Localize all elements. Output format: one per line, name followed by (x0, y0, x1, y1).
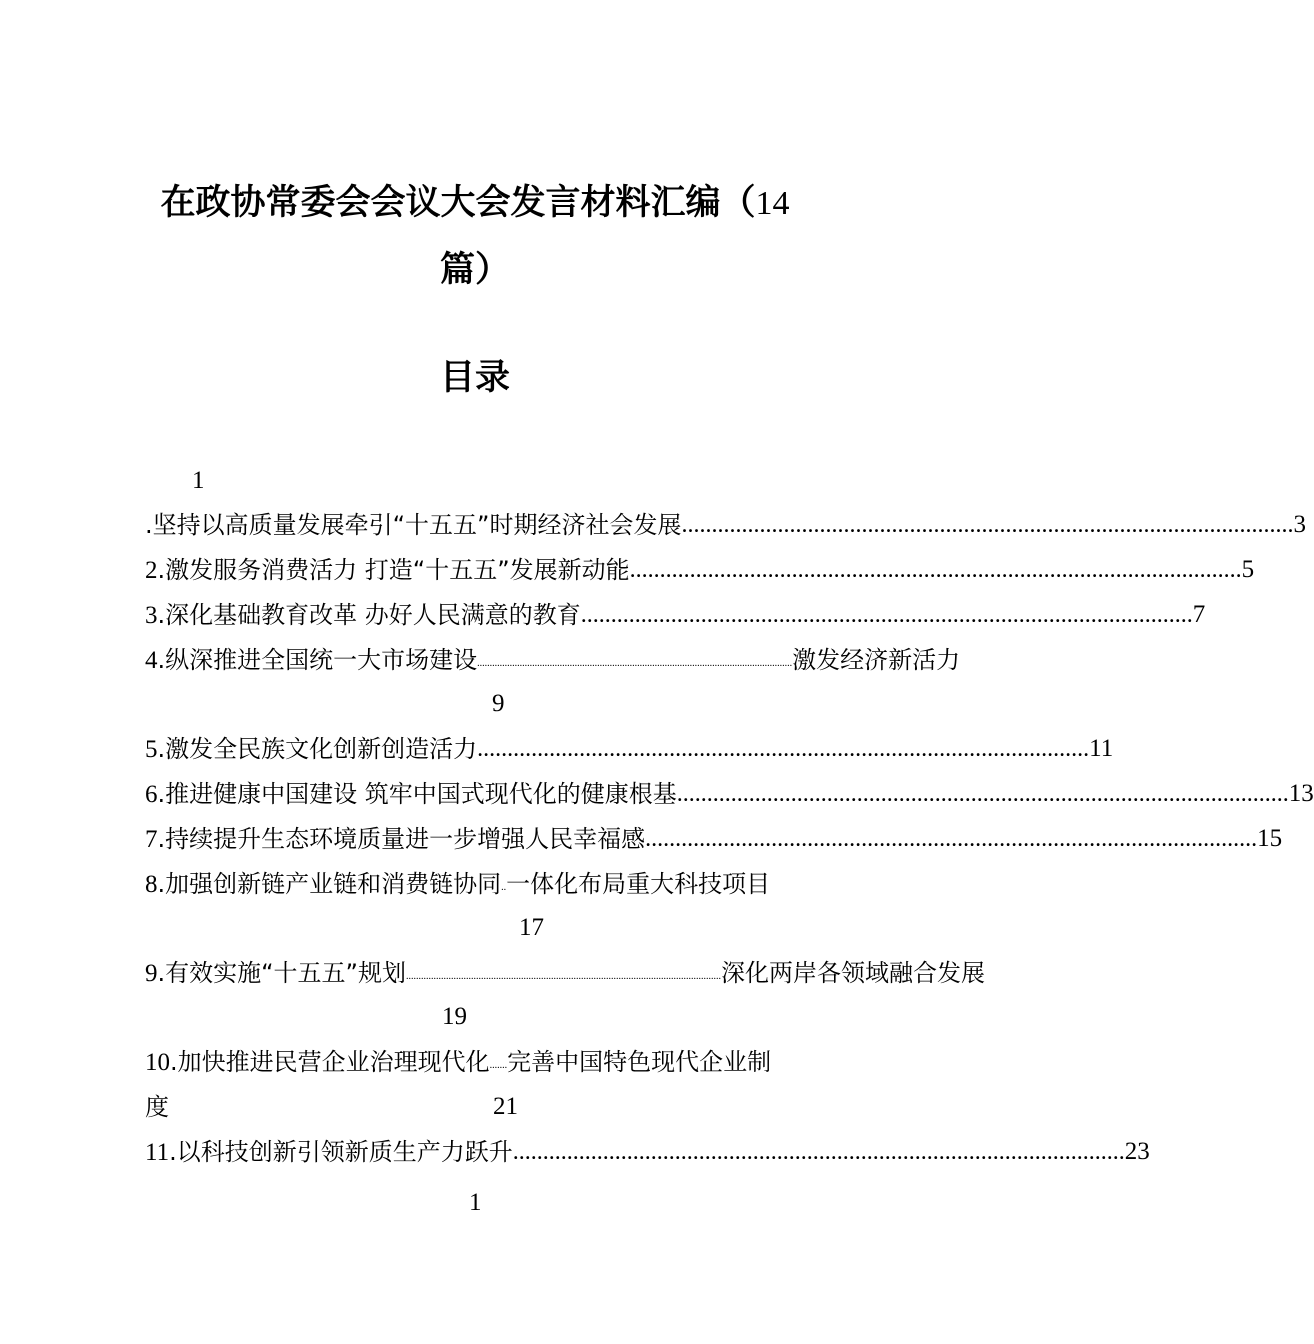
toc-item-9[interactable] (145, 951, 985, 995)
toc-item-10-text-c: 度 (145, 1093, 169, 1121)
toc-item-11[interactable] (145, 1130, 1150, 1174)
toc-item-2[interactable] (145, 548, 1255, 592)
leader-dots: ....... (489, 1060, 508, 1071)
leader-dots: .............................................................................................................................. (406, 971, 721, 982)
leader-dots: ...................................................................................................... (580, 602, 1193, 628)
toc-item-2-text: 2.激发服务消费活力 打造“十五五”发展新动能 (145, 555, 630, 584)
leader-dots: ...................................................................................................... (629, 557, 1242, 583)
toc-item-10[interactable] (145, 1040, 806, 1084)
toc-item-6-page: 13 (1288, 780, 1314, 807)
toc-item-10-page: 21 (493, 1093, 518, 1120)
toc-item-4[interactable] (145, 638, 961, 682)
toc-item-4-text-b: 激发经济新活力 (792, 646, 961, 674)
toc-item-6[interactable] (145, 772, 1314, 816)
toc-item-3[interactable] (145, 593, 1206, 637)
toc-item-7[interactable] (145, 817, 1283, 861)
toc-item-7-text: 7.持续提升生态环境质量进一步增强人民幸福感 (145, 824, 646, 853)
document-title (145, 170, 805, 303)
toc-item-1-number: 1 (192, 467, 205, 494)
toc-item-11-page: 23 (1124, 1138, 1150, 1165)
toc-item-3-text: 3.深化基础教育改革 办好人民满意的教育 (145, 600, 581, 629)
toc-heading: 目录 (439, 357, 510, 398)
leader-dots: ...................................................................................................... (477, 736, 1090, 762)
leader-dots: .............................................................................................................................. (477, 658, 793, 669)
toc-item-9-page: 19 (442, 1003, 467, 1030)
toc-item-10-continuation (145, 1085, 185, 1129)
toc-item-1-text: .坚持以高质量发展牵引“十五五”时期经济社会发展 (145, 511, 682, 539)
leader-dots: .. (501, 882, 507, 893)
leader-dots: ...................................................................................................... (676, 781, 1289, 807)
toc-item-2-page: 5 (1241, 556, 1255, 583)
toc-item-8-text-b: 一体化布局重大科技项目 (506, 870, 771, 898)
leader-dots: ...................................................................................................... (512, 1139, 1125, 1165)
toc-item-8-text-a: 8.加强创新链产业链和消费链协同 (145, 869, 502, 898)
toc-item-6-text: 6.推进健康中国建设 筑牢中国式现代化的健康根基 (145, 779, 677, 808)
title-count: 14 (755, 185, 790, 222)
title-end: 篇） (439, 249, 510, 290)
toc-item-7-page: 15 (1257, 825, 1283, 852)
toc-item-4-text-a: 4.纵深推进全国统一大市场建设 (145, 645, 478, 674)
toc-item-1-page: 3 (1293, 511, 1306, 538)
toc-item-4-page: 9 (492, 690, 505, 717)
toc-item-5-page: 11 (1089, 735, 1114, 762)
toc-item-5[interactable] (145, 727, 1114, 771)
page-number: 1 (469, 1189, 482, 1216)
toc-item-8-page: 17 (519, 914, 544, 941)
toc-item-1[interactable] (145, 503, 1306, 547)
toc-item-11-text: 11.以科技创新引领新质生产力跃升 (145, 1137, 513, 1166)
leader-dots: ...................................................................................................... (681, 512, 1294, 538)
toc-item-9-text-b: 深化两岸各领域融合发展 (721, 959, 985, 987)
leader-dots: ...................................................................................................... (645, 826, 1258, 852)
title-main: 在政协常委会会议大会发言材料汇编（ (160, 182, 756, 223)
toc-item-3-page: 7 (1192, 601, 1206, 628)
toc-item-5-text: 5.激发全民族文化创新创造活力 (145, 734, 478, 763)
toc-item-9-text-a: 9.有效实施“十五五”规划 (145, 958, 406, 987)
toc-item-10-text-a: 10.加快推进民营企业治理现代化 (145, 1047, 490, 1076)
toc-item-10-text-b: 完善中国特色现代企业制 (507, 1048, 772, 1076)
toc-item-8[interactable] (145, 862, 806, 906)
